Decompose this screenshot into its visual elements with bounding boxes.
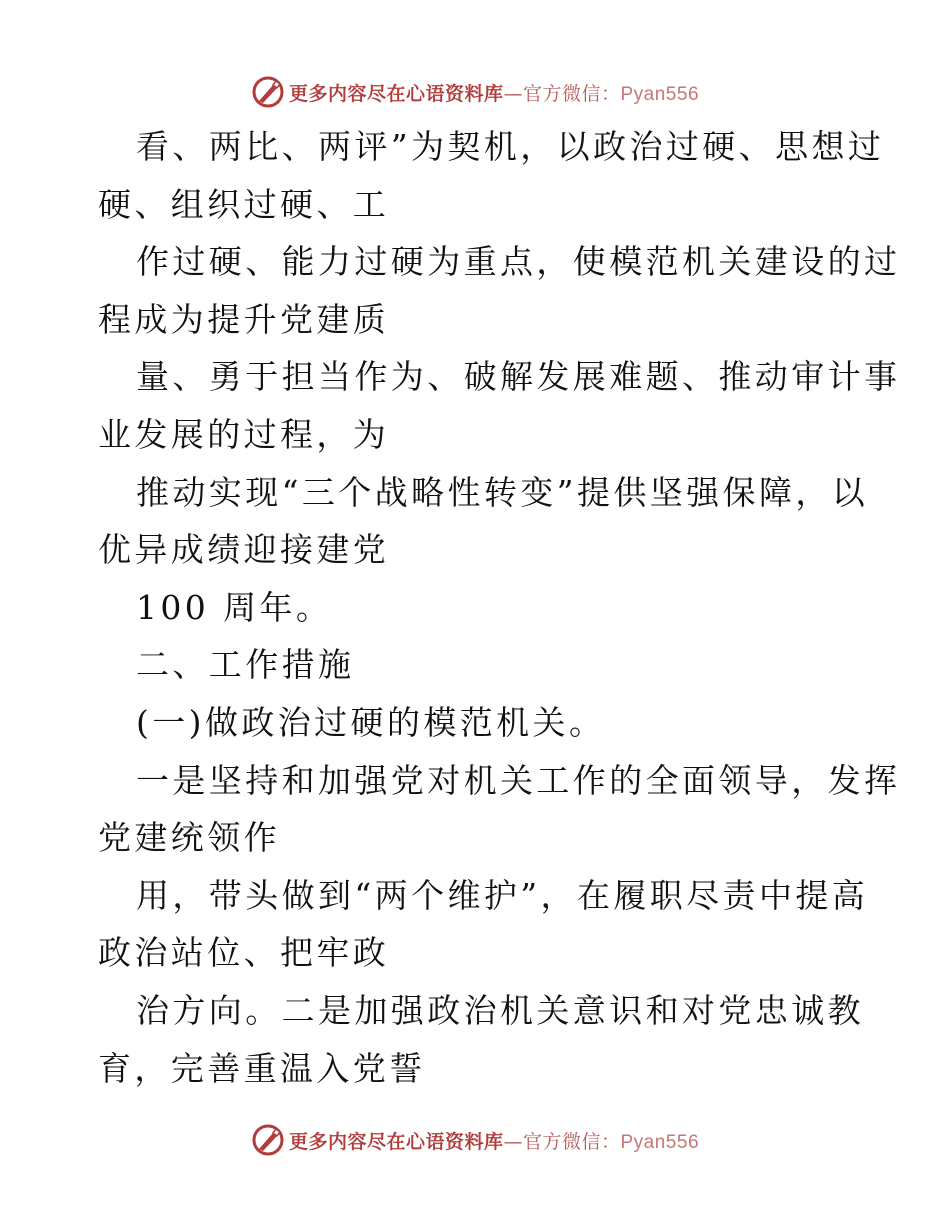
body-line: 推动实现“三个战略性转变”提供坚强保障，以 <box>136 472 869 512</box>
body-line: 量、勇于担当作为、破解发展难题、推动审计事 <box>136 357 901 397</box>
header-watermark-sub: 官方微信： <box>522 82 621 105</box>
body-line: 育，完善重温入党誓 <box>98 1048 426 1088</box>
pen-logo-icon <box>251 1123 285 1157</box>
body-line: 作过硬、能力过硬为重点，使模范机关建设的过 <box>136 242 901 282</box>
body-line: 优异成绩迎接建党 <box>98 530 390 570</box>
header-watermark-main: 更多内容尽在心语资料库 <box>288 82 504 105</box>
body-line: 看、两比、两评”为契机，以政治过硬、思想过 <box>136 127 885 166</box>
footer-watermark-banner <box>0 1120 950 1160</box>
header-watermark-dash: — <box>503 82 523 105</box>
header-watermark-handle: Pyan556 <box>620 83 700 105</box>
document-body <box>98 118 901 1097</box>
footer-watermark-sub: 官方微信： <box>522 1130 621 1153</box>
footer-watermark-handle: Pyan556 <box>620 1131 700 1153</box>
body-line: 100 周年。 <box>136 587 333 627</box>
footer-watermark-main: 更多内容尽在心语资料库 <box>288 1130 504 1153</box>
body-line: 党建统领作 <box>98 818 280 858</box>
body-line: 业发展的过程，为 <box>98 414 390 454</box>
body-line: 用，带头做到“两个维护”，在履职尽责中提高 <box>136 875 869 915</box>
section-heading: 二、工作措施 <box>136 645 355 685</box>
header-watermark-banner <box>0 72 950 112</box>
body-line: 治方向。二是加强政治机关意识和对党忠诚教 <box>136 990 864 1030</box>
footer-watermark-dash: — <box>503 1130 523 1153</box>
footer-watermark-text <box>289 1127 699 1154</box>
body-line: 一是坚持和加强党对机关工作的全面领导，发挥 <box>136 760 901 800</box>
subsection-heading: (一)做政治过硬的模范机关。 <box>136 702 606 742</box>
body-line: 程成为提升党建质 <box>98 299 390 339</box>
pen-logo-icon <box>251 75 285 109</box>
body-line: 政治站位、把牢政 <box>98 933 390 973</box>
body-line: 硬、组织过硬、工 <box>98 184 390 224</box>
header-watermark-text <box>289 79 699 106</box>
